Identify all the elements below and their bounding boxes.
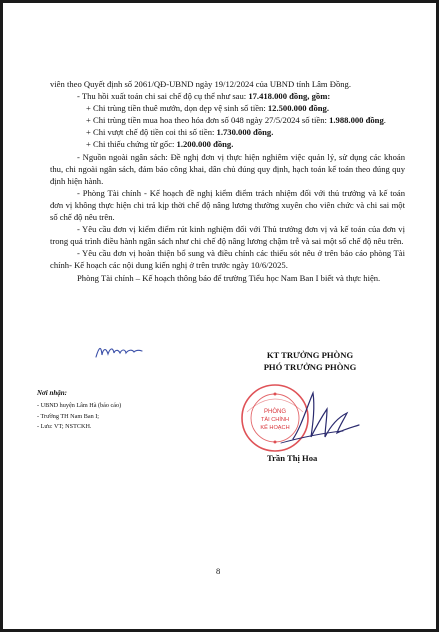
document-page bbox=[3, 3, 436, 629]
paragraph-10: Phòng Tài chính – Kế hoạch thông báo để trường Tiểu học Nam Ban I biết và thực hiện. bbox=[77, 272, 381, 283]
paragraph-1: - Thu hồi xuất toán chi sai chế độ cụ thể như sau: 17.418.000 đồng, gồm: bbox=[77, 91, 331, 102]
stamp-line3: KẾ HOẠCH bbox=[260, 425, 290, 431]
paragraph-4: + Chi vượt chế độ tiền coi thi số tiền: 1.730.000 đồng. bbox=[86, 127, 274, 138]
signer-name: Trần Thị Hoa bbox=[267, 453, 318, 463]
signer-title-line2: PHÓ TRƯỞNG PHÒNG bbox=[263, 362, 357, 372]
paragraph-2: + Chi trùng tiền thuê mướn, dọn dẹp vệ sinh số tiền: 12.500.000 đồng. bbox=[86, 103, 329, 114]
recipients-list bbox=[37, 401, 121, 433]
paragraph-3: + Chi trùng tiền mua hoa theo hóa đơn số 048 ngày 27/5/2024 số tiền: 1.988.000 đồng. bbox=[86, 115, 386, 126]
paragraph-9: - Yêu cầu đơn vị hoàn thiện bổ sung và điều chỉnh các thiếu sót nêu ở trên báo cáo phòng Tài chính- Kế hoạch các nội dung kiến nghị ở trên trước ngày 10/6/2025. bbox=[50, 248, 405, 271]
recipient-item: - Trường TH Nam Ban I; bbox=[37, 412, 100, 420]
stamp-line2: TÀI CHÍNH bbox=[261, 417, 289, 423]
document-body bbox=[50, 78, 405, 284]
stamp-line1: PHÒNG bbox=[263, 409, 287, 415]
signature-block bbox=[235, 349, 385, 373]
recipient-item: - Lưu: VT; NSTCKH. bbox=[37, 423, 92, 431]
recipient-item: - UBND huyện Lâm Hà (báo cáo) bbox=[37, 402, 122, 409]
signer-title-line1: KT TRƯỞNG PHÒNG bbox=[266, 350, 354, 360]
recipients-heading: Nơi nhận: bbox=[37, 389, 68, 397]
paragraph-8: - Yêu cầu đơn vị kiểm điểm rút kinh nghiệm đối với Thủ trưởng đơn vị và kế toán của đơn vị trong quá trình điều hành ngân sách như chi chế độ nâng lương chậm trễ và sai một số chế độ nêu trên. bbox=[50, 224, 405, 247]
paragraph-6: - Nguồn ngoài ngân sách: Đề nghị đơn vị thực hiện nghiêm việc quản lý, sử dụng các khoản thu, chi ngoài ngân sách, đảm bảo công khai, dân chủ đúng quy định, hạch toán kế toán theo đúng quy định hiện hành. bbox=[50, 151, 405, 186]
handwritten-signature bbox=[273, 387, 363, 447]
page-number: 8 bbox=[216, 566, 221, 576]
paragraph-0: viên theo Quyết định số 2061/QĐ-UBND ngày 19/12/2024 của UBND tỉnh Lâm Đồng. bbox=[50, 79, 351, 89]
paragraph-7: - Phòng Tài chính - Kế hoạch đề nghị kiểm điểm trách nhiệm đối với thủ trưởng và kế toán đơn vị không thực hiện chi trả kịp thời chế độ nâng lương thường xuyên cho viên chức và chi sai một số chế độ nêu trên. bbox=[50, 187, 405, 223]
handwritten-initials bbox=[93, 341, 145, 363]
paragraph-5: + Chi thiếu chứng từ gốc: 1.200.000 đồng. bbox=[86, 139, 234, 150]
